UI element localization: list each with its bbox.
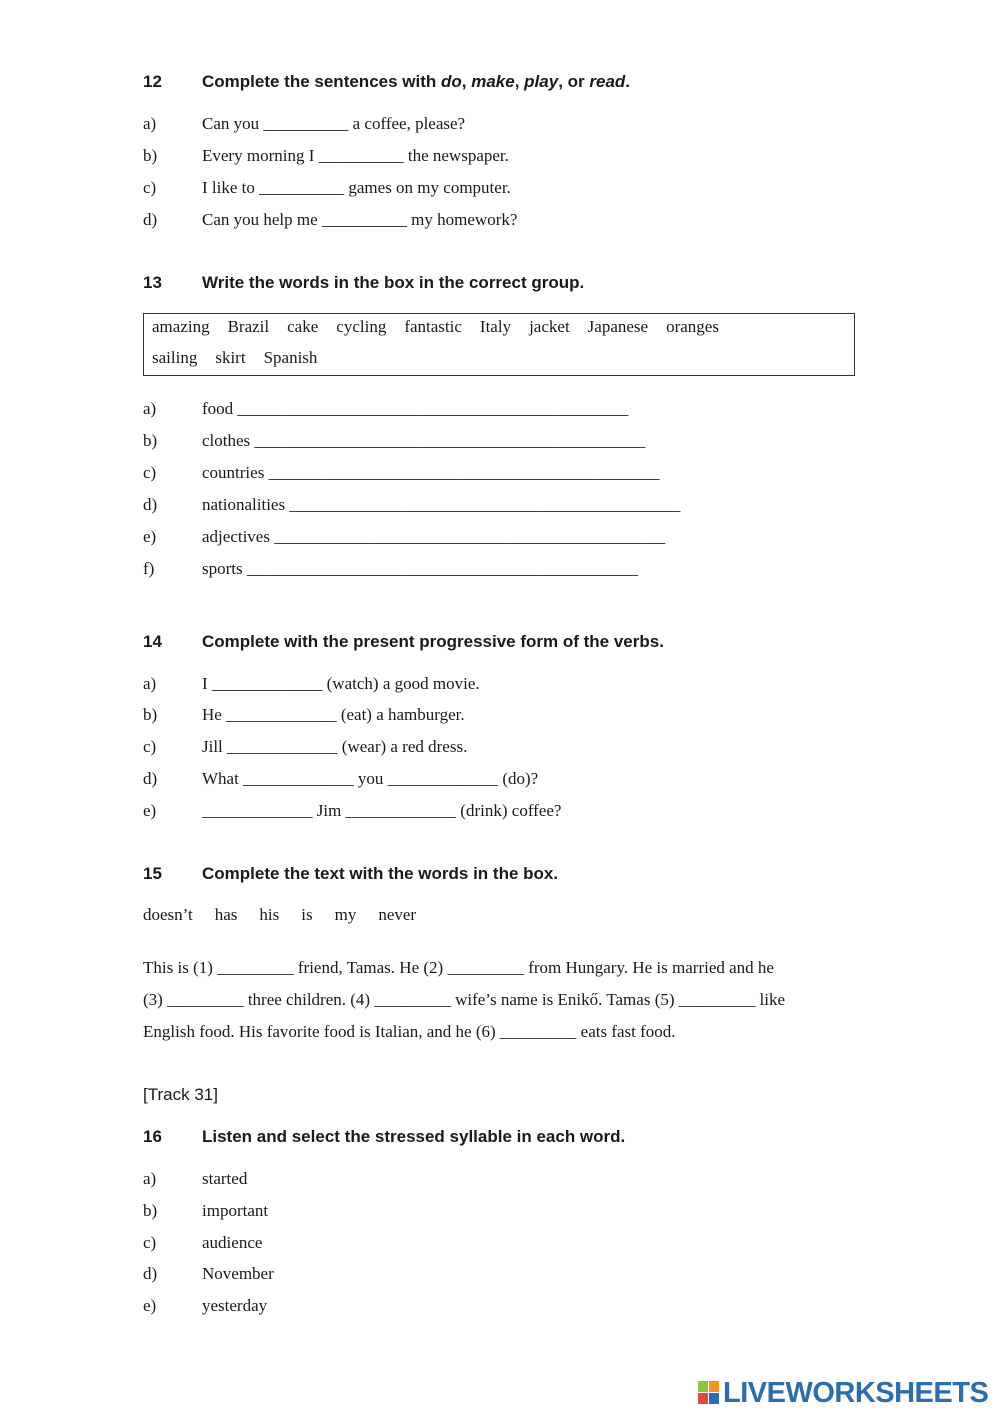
q14-item-a [143, 674, 480, 694]
q14-item-c [143, 737, 467, 757]
item-text[interactable]: important [202, 1201, 269, 1220]
q15-heading [143, 864, 558, 884]
item-label: c) [143, 178, 157, 197]
q12-item-a [143, 114, 465, 134]
item-text[interactable]: _____________ Jim _____________ (drink) coffee? [202, 801, 562, 820]
item-label: d) [143, 1264, 158, 1283]
q13-number: 13 [143, 273, 162, 292]
item-text[interactable]: I like to __________ games on my computer. [202, 178, 511, 197]
sep: , [514, 72, 525, 91]
item-label: a) [143, 1169, 157, 1188]
item-text[interactable]: What _____________ you _____________ (do)? [202, 769, 539, 788]
box-word: Japanese [587, 317, 649, 336]
q12-item-b [143, 146, 509, 166]
item-text[interactable]: Can you help me __________ my homework? [202, 210, 518, 229]
item-label: f) [143, 559, 155, 578]
item-label: b) [143, 146, 158, 165]
item-label: b) [143, 431, 158, 450]
q14-item-d [143, 769, 538, 789]
q13-item-f [143, 559, 638, 579]
item-label: d) [143, 495, 158, 514]
q13-title: Write the words in the box in the correct group. [202, 273, 585, 292]
box-word: Brazil [227, 317, 270, 336]
q12-title: Complete the sentences with [202, 72, 441, 91]
item-text[interactable]: Every morning I __________ the newspaper. [202, 146, 509, 165]
track-label: [Track 31] [143, 1085, 218, 1104]
item-label: e) [143, 801, 157, 820]
box-word: cycling [336, 317, 387, 336]
word-box-row-2 [152, 348, 335, 368]
bank-word: never [378, 905, 417, 924]
box-word: Italy [479, 317, 512, 336]
item-text[interactable]: Jill _____________ (wear) a red dress. [202, 737, 468, 756]
q16-item-b [143, 1201, 268, 1221]
q12-word-do: do [441, 72, 462, 91]
item-label: b) [143, 1201, 158, 1220]
q16-item-a [143, 1169, 247, 1189]
logo-text: LIVEWORKSHEETS [723, 1376, 989, 1409]
item-label: c) [143, 737, 157, 756]
box-word: sailing [152, 348, 198, 367]
word-box-row-1 [152, 317, 737, 337]
q16-heading [143, 1127, 625, 1147]
box-word: jacket [529, 317, 570, 336]
q12-heading [143, 72, 630, 92]
bank-word: my [334, 905, 357, 924]
q13-item-e [143, 527, 665, 547]
q12-number: 12 [143, 72, 162, 91]
item-text[interactable]: audience [202, 1233, 263, 1252]
q16-number: 16 [143, 1127, 162, 1146]
item-text[interactable]: yesterday [202, 1296, 268, 1315]
bank-word: has [214, 905, 238, 924]
box-word: skirt [215, 348, 246, 367]
item-text[interactable]: sports ______________________________________________ [202, 559, 638, 578]
item-label: c) [143, 463, 157, 482]
q15-number: 15 [143, 864, 162, 883]
q16-item-d [143, 1264, 274, 1284]
item-text[interactable]: Can you __________ a coffee, please? [202, 114, 466, 133]
item-label: d) [143, 210, 158, 229]
q12-item-c [143, 178, 511, 198]
item-text[interactable]: countries ______________________________________________ [202, 463, 660, 482]
q12-word-make: make [471, 72, 515, 91]
bank-word: is [301, 905, 313, 924]
item-text[interactable]: clothes ______________________________________________ [202, 431, 646, 450]
q12-word-play: play [524, 72, 559, 91]
item-label: a) [143, 114, 157, 133]
item-text[interactable]: He _____________ (eat) a hamburger. [202, 705, 465, 724]
q13-item-a [143, 399, 628, 419]
q13-item-d [143, 495, 680, 515]
box-word: amazing [152, 317, 210, 336]
bank-word: doesn’t [143, 905, 193, 924]
liveworksheets-logo [698, 1376, 988, 1410]
box-word: fantastic [404, 317, 462, 336]
q14-item-b [143, 705, 465, 725]
bank-word: his [259, 905, 280, 924]
q14-item-e [143, 801, 561, 821]
sep: . [625, 72, 631, 91]
item-label: e) [143, 527, 157, 546]
q13-item-c [143, 463, 660, 483]
item-label: c) [143, 1233, 157, 1252]
sep: , or [558, 72, 590, 91]
item-label: a) [143, 674, 157, 693]
q14-title: Complete with the present progressive form of the verbs. [202, 632, 664, 651]
q13-item-b [143, 431, 645, 451]
box-word: cake [287, 317, 319, 336]
q13-word-box [143, 313, 855, 376]
q12-word-read: read [589, 72, 626, 91]
q13-heading [143, 273, 584, 293]
item-label: d) [143, 769, 158, 788]
q16-title: Listen and select the stressed syllable in each word. [202, 1127, 626, 1146]
item-text[interactable]: November [202, 1264, 274, 1283]
q16-item-c [143, 1233, 262, 1253]
logo-squares-icon [698, 1381, 720, 1405]
item-label: b) [143, 705, 158, 724]
q15-word-bank [143, 905, 438, 925]
item-text[interactable]: adjectives ______________________________________________ [202, 527, 666, 546]
item-text[interactable]: started [202, 1169, 248, 1188]
item-label: e) [143, 1296, 157, 1315]
q15-text-line-3[interactable]: English food. His favorite food is Italian, and he (6) _________ eats fast food. [143, 1022, 676, 1041]
item-text[interactable]: food ______________________________________________ [202, 399, 629, 418]
q15-text-line-2[interactable]: (3) _________ three children. (4) _________ wife’s name is Enikő. Tamas (5) _________ like [143, 990, 786, 1009]
q15-title: Complete the text with the words in the box. [202, 864, 559, 883]
sep: , [461, 72, 472, 91]
q15-text-line-1[interactable]: This is (1) _________ friend, Tamas. He (2) _________ from Hungary. He is married and he [143, 958, 774, 977]
item-text[interactable]: nationalities ______________________________________________ [202, 495, 681, 514]
item-label: a) [143, 399, 157, 418]
box-word: oranges [666, 317, 719, 336]
q14-number: 14 [143, 632, 162, 651]
item-text[interactable]: I _____________ (watch) a good movie. [202, 674, 480, 693]
q14-heading [143, 632, 664, 652]
box-word: Spanish [263, 348, 318, 367]
q16-item-e [143, 1296, 267, 1316]
q12-item-d [143, 210, 517, 230]
